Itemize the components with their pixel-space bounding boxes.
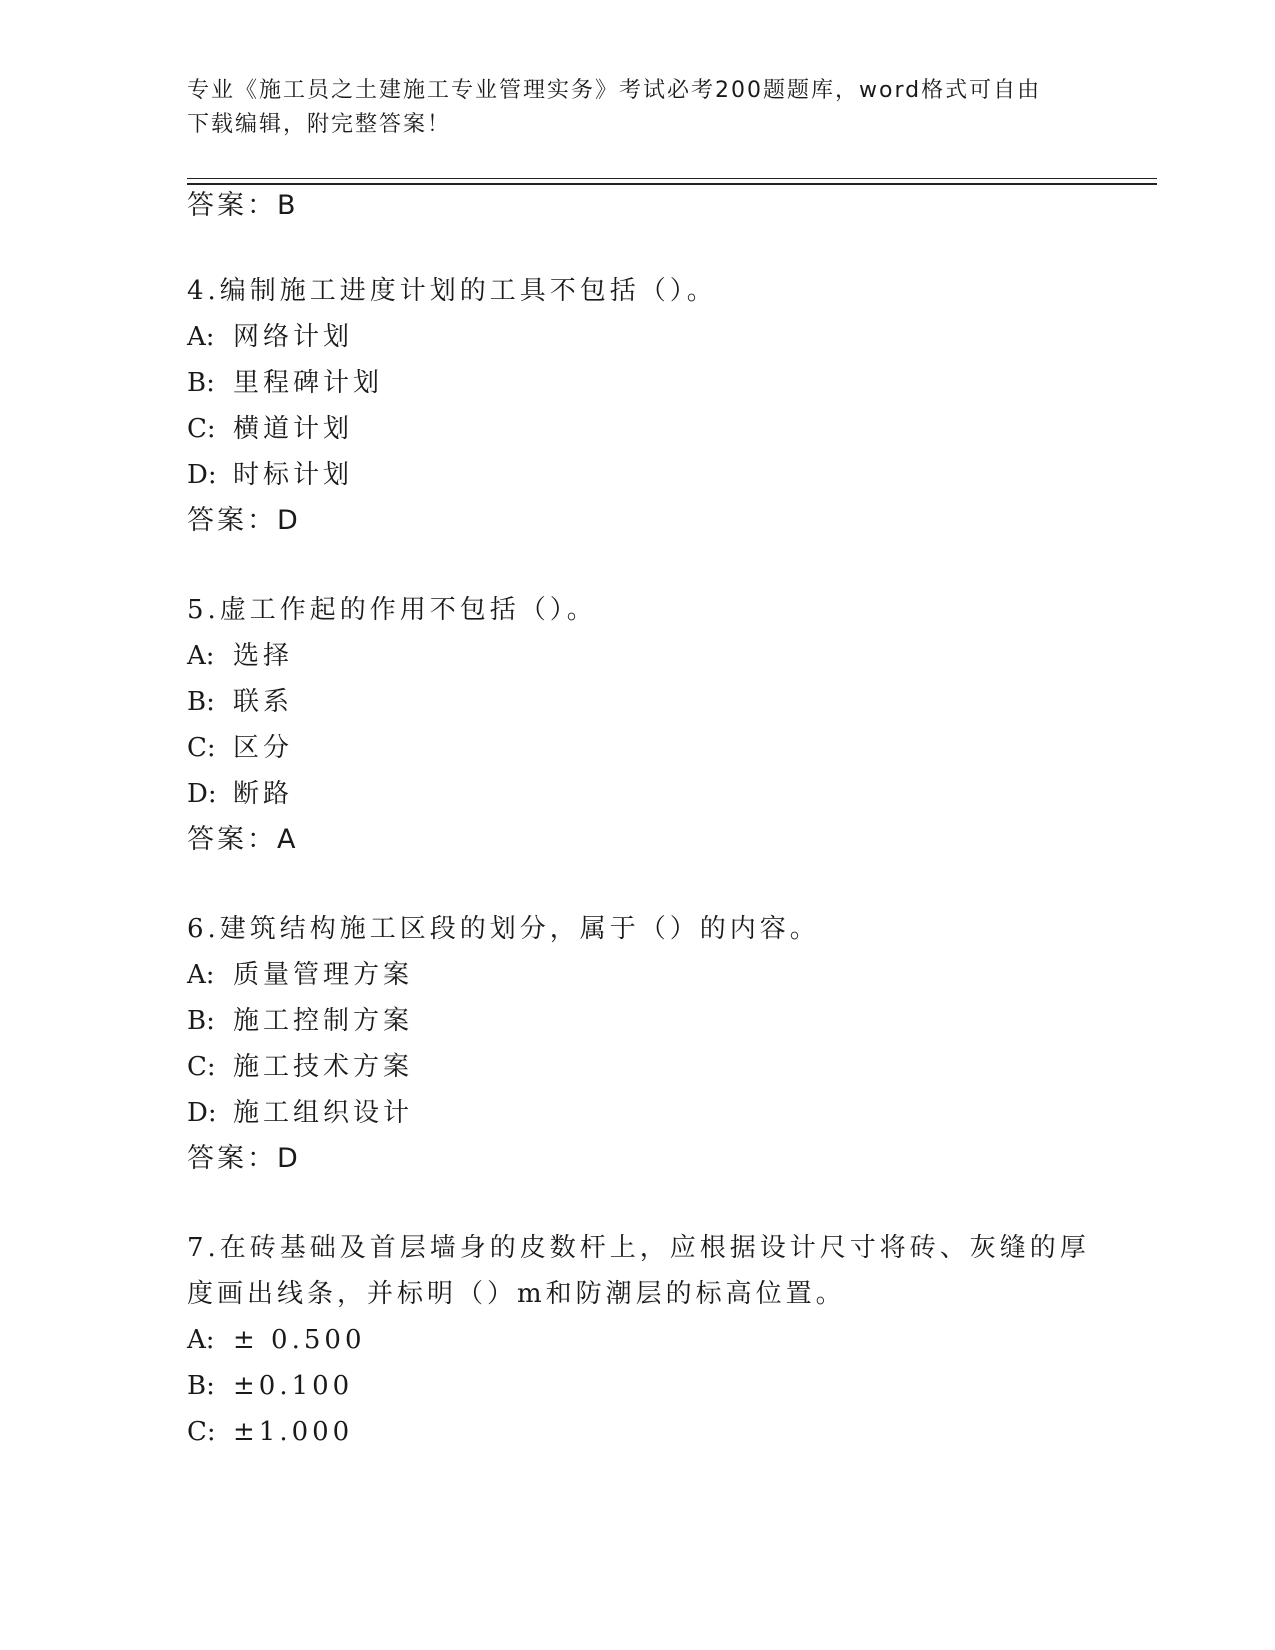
option-text: 时标计划	[233, 460, 354, 490]
option-text: 网络计划	[233, 322, 354, 352]
question-6-option-c	[187, 1044, 1087, 1090]
option-label: A:	[187, 641, 215, 671]
question-7-stem-line-2: 度画出线条，并标明（）m和防潮层的标高位置。	[187, 1279, 846, 1309]
question-5-answer: 答案：A	[187, 824, 299, 855]
question-6-option-b	[187, 998, 1087, 1044]
question-3-answer-block	[187, 183, 1087, 229]
option-label: B:	[187, 1371, 215, 1401]
option-label: C:	[187, 1052, 216, 1082]
question-6-answer: 答案：D	[187, 1143, 301, 1174]
question-4-stem: 4.编制施工进度计划的工具不包括（）。	[187, 276, 717, 306]
option-text: 施工控制方案	[233, 1006, 414, 1036]
header-divider-thin	[187, 178, 1157, 179]
header-line-2: 下载编辑，附完整答案！	[187, 112, 452, 137]
option-label: C:	[187, 1417, 216, 1447]
question-5-option-c	[187, 725, 1087, 771]
option-text: 里程碑计划	[233, 368, 384, 398]
option-text: 选择	[233, 641, 294, 671]
option-text: 断路	[233, 779, 294, 809]
option-text: 质量管理方案	[233, 960, 414, 990]
document-header	[187, 74, 1067, 142]
option-text: ±0.100	[233, 1371, 354, 1401]
question-7	[187, 1225, 1090, 1455]
question-6-option-d	[187, 1090, 1087, 1136]
option-text: 联系	[233, 687, 294, 717]
question-6-option-a	[187, 952, 1087, 998]
option-text: ± 0.500	[233, 1325, 366, 1355]
question-5-option-a	[187, 633, 1087, 679]
question-5-stem: 5.虚工作起的作用不包括（）。	[187, 595, 597, 625]
question-7-option-b	[187, 1363, 1087, 1409]
question-6-stem: 6.建筑结构施工区段的划分，属于（）的内容。	[187, 914, 820, 944]
question-5-option-d	[187, 771, 1087, 817]
option-label: A:	[187, 960, 215, 990]
option-label: D:	[187, 460, 217, 490]
option-text: 区分	[233, 733, 294, 763]
option-label: C:	[187, 733, 216, 763]
question-7-option-c	[187, 1409, 1087, 1455]
question-4-option-d	[187, 452, 1087, 498]
question-5-option-b	[187, 679, 1087, 725]
question-6	[187, 906, 1087, 1182]
question-3-answer: 答案：B	[187, 190, 299, 221]
option-label: C:	[187, 414, 216, 444]
option-label: A:	[187, 322, 215, 352]
option-label: B:	[187, 1006, 215, 1036]
question-4-option-b	[187, 360, 1087, 406]
option-label: B:	[187, 687, 215, 717]
question-4-option-a	[187, 314, 1087, 360]
question-7-option-a	[187, 1317, 1087, 1363]
option-label: D:	[187, 1098, 217, 1128]
question-5	[187, 587, 1087, 863]
option-label: D:	[187, 779, 217, 809]
option-label: B:	[187, 368, 215, 398]
question-4-option-c	[187, 406, 1087, 452]
option-text: 施工组织设计	[233, 1098, 414, 1128]
option-label: A:	[187, 1325, 215, 1355]
question-7-stem-line-1: 7.在砖基础及首层墙身的皮数杆上，应根据设计尺寸将砖、灰缝的厚	[187, 1233, 1090, 1263]
question-4-answer: 答案：D	[187, 505, 301, 536]
option-text: ±1.000	[233, 1417, 354, 1447]
option-text: 横道计划	[233, 414, 354, 444]
header-line-1: 专业《施工员之土建施工专业管理实务》考试必考200题题库，word格式可自由	[187, 78, 1042, 103]
option-text: 施工技术方案	[233, 1052, 414, 1082]
question-4	[187, 268, 1087, 544]
